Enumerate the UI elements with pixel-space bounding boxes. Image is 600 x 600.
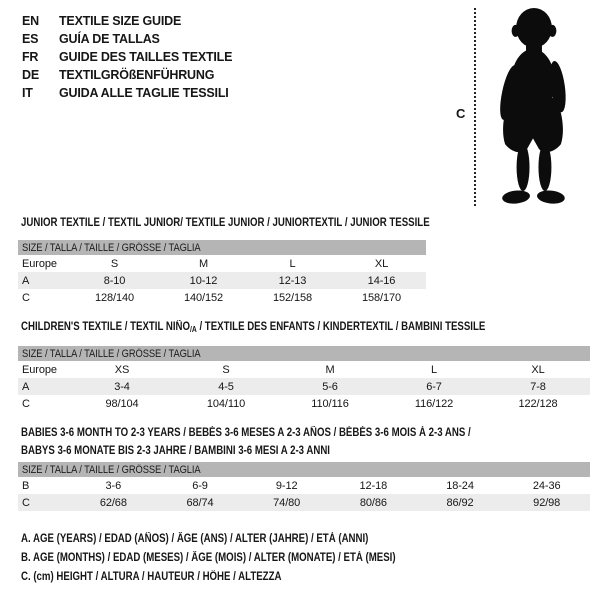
table-row	[18, 361, 590, 378]
junior-table-rows	[18, 255, 426, 306]
junior-size-table	[18, 240, 426, 306]
table-cell: 5-6	[322, 380, 338, 393]
table-cell: 7-8	[530, 380, 546, 393]
table-cell: 98/104	[105, 397, 139, 410]
table-cell: 62/68	[99, 496, 127, 509]
table-row	[18, 255, 426, 272]
height-dotted-line	[474, 8, 476, 206]
row-label: A	[22, 274, 30, 287]
table-cell: L	[289, 257, 296, 270]
table-row	[18, 272, 426, 289]
table-cell: 140/152	[183, 291, 224, 304]
language-code: EN	[22, 14, 39, 28]
language-title-list	[22, 12, 232, 102]
table-cell: 10-12	[189, 274, 218, 287]
language-row	[22, 12, 232, 30]
language-code: ES	[22, 32, 39, 46]
table-cell: 9-12	[275, 479, 298, 492]
table-cell: M	[198, 257, 209, 270]
table-cell: 122/128	[518, 397, 558, 410]
language-title: TEXTILGRÖßENFÜHRUNG	[59, 68, 215, 82]
table-cell: 128/140	[94, 291, 135, 304]
table-cell: 68/74	[186, 496, 214, 509]
row-label: Europe	[22, 363, 57, 376]
babies-size-table	[18, 462, 590, 511]
language-code: FR	[22, 50, 39, 64]
row-label: C	[22, 291, 30, 304]
table-cell: 92/98	[533, 496, 561, 509]
toddler-silhouette-icon	[486, 3, 578, 207]
junior-section-title: JUNIOR TEXTILE / TEXTIL JUNIOR/ TEXTILE JUNIOR / JUNIORTEXTIL / JUNIOR TESSILE	[21, 217, 430, 229]
table-cell: 6-7	[426, 380, 442, 393]
table-cell: 12-13	[278, 274, 307, 287]
table-cell: 14-16	[367, 274, 396, 287]
table-cell: 18-24	[446, 479, 474, 492]
table-cell: 3-4	[114, 380, 130, 393]
language-row	[22, 84, 232, 102]
language-code: DE	[22, 68, 39, 82]
table-cell: S	[110, 257, 119, 270]
size-header-label: SIZE / TALLA / TAILLE / GRÖSSE / TAGLIA	[22, 241, 201, 254]
table-cell: 6-9	[192, 479, 208, 492]
row-label: C	[22, 496, 30, 509]
language-title: TEXTILE SIZE GUIDE	[59, 14, 182, 28]
footnote: B. AGE (MONTHS) / EDAD (MESES) / ÂGE (MOIS) / ALTER (MONATE) / ETÀ (MESI)	[21, 552, 396, 564]
table-row	[18, 289, 426, 306]
table-cell: S	[222, 363, 230, 376]
table-cell: 3-6	[105, 479, 122, 492]
children-title-text: CHILDREN'S TEXTILE / TEXTIL NIÑO	[21, 321, 191, 333]
language-code: IT	[22, 86, 33, 100]
table-cell: XL	[531, 363, 545, 376]
children-title-text-cont: / TEXTILE DES ENFANTS / KINDERTEXTIL / BAMBINI TESSILE	[196, 321, 486, 333]
babies-section-title	[21, 427, 471, 463]
table-row	[18, 494, 590, 511]
children-section-title	[21, 321, 485, 336]
babies-title-line2: BABYS 3-6 MONATE BIS 2-3 JAHRE / BAMBINI 3-6 MESI A 2-3 ANNI	[21, 445, 330, 457]
children-table-rows	[18, 361, 590, 412]
table-cell: M	[325, 363, 335, 376]
table-cell: 80/86	[359, 496, 387, 509]
language-row	[22, 66, 232, 84]
footnote-list	[21, 530, 467, 587]
table-cell: 86/92	[446, 496, 474, 509]
row-label: B	[22, 479, 30, 492]
size-table-header	[18, 346, 590, 361]
height-measure-label: C	[456, 106, 466, 121]
size-table-header	[18, 462, 590, 477]
table-cell: 116/122	[414, 397, 454, 410]
language-title: GUIDA ALLE TAGLIE TESSILI	[59, 86, 229, 100]
table-cell: 110/116	[311, 397, 349, 410]
table-cell: 4-5	[218, 380, 234, 393]
size-table-header	[18, 240, 426, 255]
table-cell: L	[430, 363, 438, 376]
language-row	[22, 30, 232, 48]
table-cell: 74/80	[273, 496, 301, 509]
language-title: GUIDE DES TAILLES TEXTILE	[59, 50, 233, 64]
table-cell: XS	[114, 363, 130, 376]
table-row	[18, 378, 590, 395]
table-row	[18, 395, 590, 412]
table-cell: 104/110	[206, 397, 246, 410]
size-header-label: SIZE / TALLA / TAILLE / GRÖSSE / TAGLIA	[22, 347, 201, 360]
size-header-label: SIZE / TALLA / TAILLE / GRÖSSE / TAGLIA	[22, 463, 201, 476]
footnote: A. AGE (YEARS) / EDAD (AÑOS) / ÂGE (ANS) / ALTER (JAHRE) / ETÀ (ANNI)	[21, 533, 369, 545]
language-title: GUÍA DE TALLAS	[59, 32, 160, 46]
table-cell: 8-10	[103, 274, 126, 287]
table-cell: 158/170	[361, 291, 402, 304]
children-size-table	[18, 346, 590, 412]
footnote: C. (cm) HEIGHT / ALTURA / HAUTEUR / HÖHE / ALTEZZA	[21, 571, 282, 583]
row-label: C	[22, 397, 30, 410]
children-title-subscript: /A	[190, 325, 197, 334]
row-label: Europe	[22, 257, 57, 270]
table-cell: 12-18	[359, 479, 388, 492]
table-row	[18, 477, 590, 494]
table-cell: XL	[374, 257, 389, 270]
babies-table-rows	[18, 477, 590, 511]
row-label: A	[22, 380, 30, 393]
babies-title-line1: BABIES 3-6 MONTH TO 2-3 YEARS / BEBÉS 3-6 MESES A 2-3 AÑOS / BÉBÉS 3-6 MOIS À 2-3 ANS /	[21, 427, 471, 439]
table-cell: 152/158	[272, 291, 313, 304]
language-row	[22, 48, 232, 66]
table-cell: 24-36	[532, 479, 561, 492]
